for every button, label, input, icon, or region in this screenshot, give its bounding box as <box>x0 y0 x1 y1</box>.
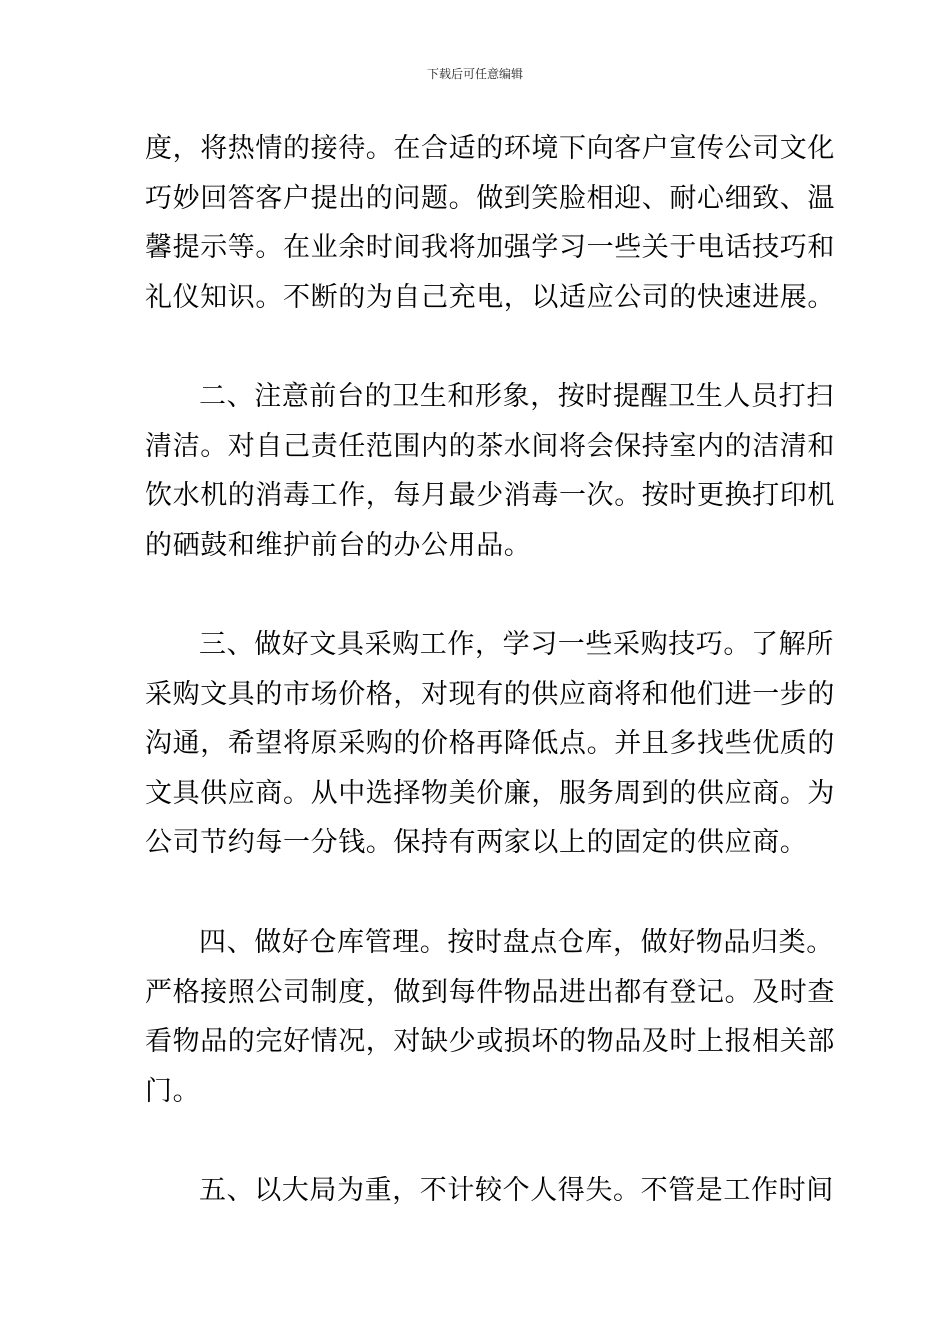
text-line: 馨提示等。在业余时间我将加强学习一些关于电话技巧和 <box>145 232 835 263</box>
text-line: 饮水机的消毒工作，每月最少消毒一次。按时更换打印机 <box>145 480 835 511</box>
text-line: 文具供应商。从中选择物美价廉，服务周到的供应商。为 <box>145 777 835 809</box>
paragraph-two <box>145 372 835 570</box>
text-line: 的硒鼓和维护前台的办公用品。 <box>145 529 532 561</box>
text-line: 门。 <box>145 1075 201 1107</box>
text-line: 五、以大局为重，不计较个人得失。不管是工作时间 <box>199 1175 834 1206</box>
text-line: 清洁。对自己责任范围内的茶水间将会保持室内的洁清和 <box>145 430 835 462</box>
paragraph-continuation <box>145 124 835 322</box>
text-line: 礼仪知识。不断的为自己充电，以适应公司的快速进展。 <box>145 281 835 313</box>
paragraph-three <box>145 620 835 868</box>
text-line: 度，将热情的接待。在合适的环境下向客户宣传公司文化 <box>145 133 835 164</box>
paragraph-four <box>145 918 835 1116</box>
text-line: 三、做好文具采购工作，学习一些采购技巧。了解所 <box>199 629 834 660</box>
paragraph-five <box>145 1166 834 1216</box>
text-line: 二、注意前台的卫生和形象，按时提醒卫生人员打扫 <box>199 381 834 412</box>
text-line: 严格接照公司制度，做到每件物品进出都有登记。及时查 <box>145 976 835 1008</box>
text-line: 看物品的完好情况，对缺少或损坏的物品及时上报相关部 <box>145 1026 835 1057</box>
text-line: 采购文具的市场价格，对现有的供应商将和他们进一步的 <box>145 678 835 710</box>
page-header: 下载后可任意编辑 <box>426 67 523 81</box>
text-line: 公司节约每一分钱。保持有两家以上的固定的供应商。 <box>145 827 808 858</box>
text-line: 沟通，希望将原采购的价格再降低点。并且多找些优质的 <box>145 728 835 759</box>
text-line: 四、做好仓库管理。按时盘点仓库，做好物品归类。 <box>199 927 834 958</box>
text-line: 巧妙回答客户提出的问题。做到笑脸相迎、耐心细致、温 <box>145 182 835 214</box>
